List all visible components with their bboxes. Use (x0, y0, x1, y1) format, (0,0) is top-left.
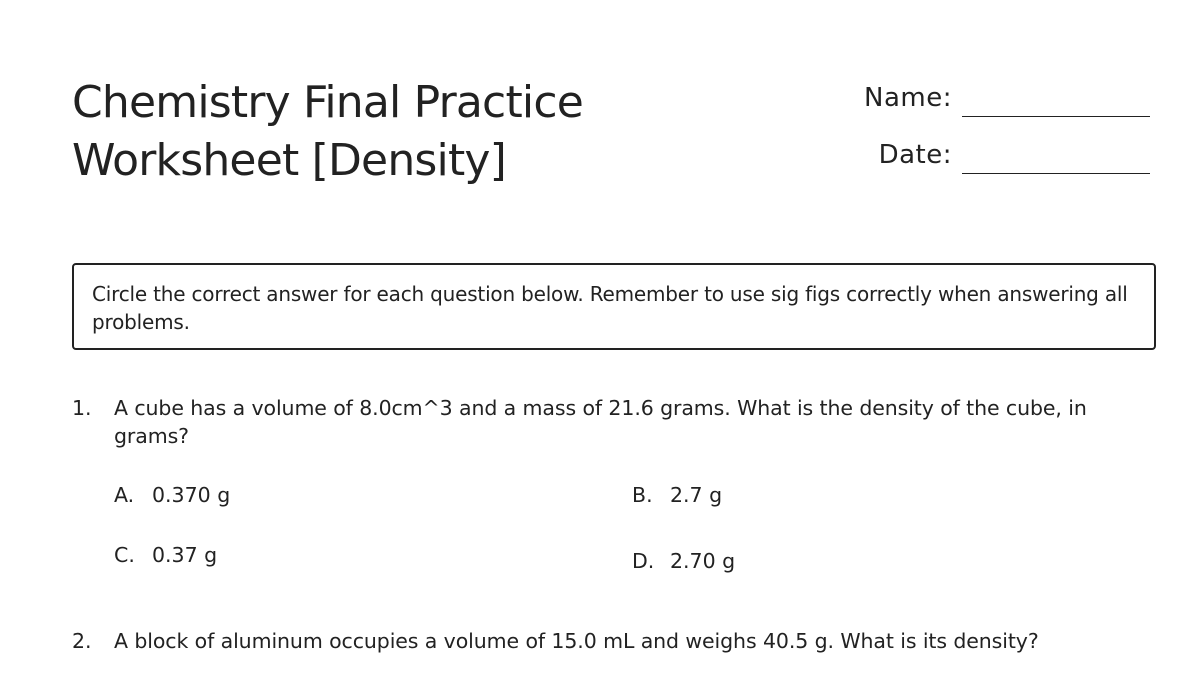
instructions-box (72, 263, 1156, 350)
worksheet-title (72, 74, 692, 190)
instructions-text: Circle the correct answer for each question below. Remember to use sig figs correctly when answering all problems. (92, 282, 1128, 334)
choice-letter: C. (114, 543, 135, 567)
date-blank-line[interactable] (962, 173, 1150, 174)
question-text: A block of aluminum occupies a volume of 15.0 mL and weighs 40.5 g. What is its density? (114, 629, 1039, 653)
name-field-row (864, 74, 1150, 118)
choice-c[interactable] (114, 541, 217, 569)
choice-text: 0.37 g (152, 543, 218, 567)
choice-letter: A. (114, 483, 135, 507)
choice-text: 0.370 g (152, 483, 231, 507)
question-number: 1. (72, 396, 92, 420)
date-label: Date: (878, 140, 952, 170)
name-blank-line[interactable] (962, 116, 1150, 117)
choice-b[interactable] (632, 481, 722, 509)
title-line-1: Chemistry Final Practice (72, 77, 583, 128)
choice-text: 2.70 g (670, 549, 736, 573)
choice-d[interactable] (632, 547, 735, 575)
date-field-row (879, 131, 1150, 175)
question-number: 2. (72, 629, 92, 653)
choice-text: 2.7 g (670, 483, 723, 507)
name-label: Name: (864, 83, 952, 113)
choice-a[interactable] (114, 481, 230, 509)
choice-letter: D. (632, 549, 655, 573)
title-line-2: Worksheet [Density] (72, 135, 507, 186)
choice-letter: B. (632, 483, 653, 507)
question-text: A cube has a volume of 8.0cm^3 and a mass of 21.6 grams. What is the density of the cube, in grams? (114, 396, 1087, 448)
